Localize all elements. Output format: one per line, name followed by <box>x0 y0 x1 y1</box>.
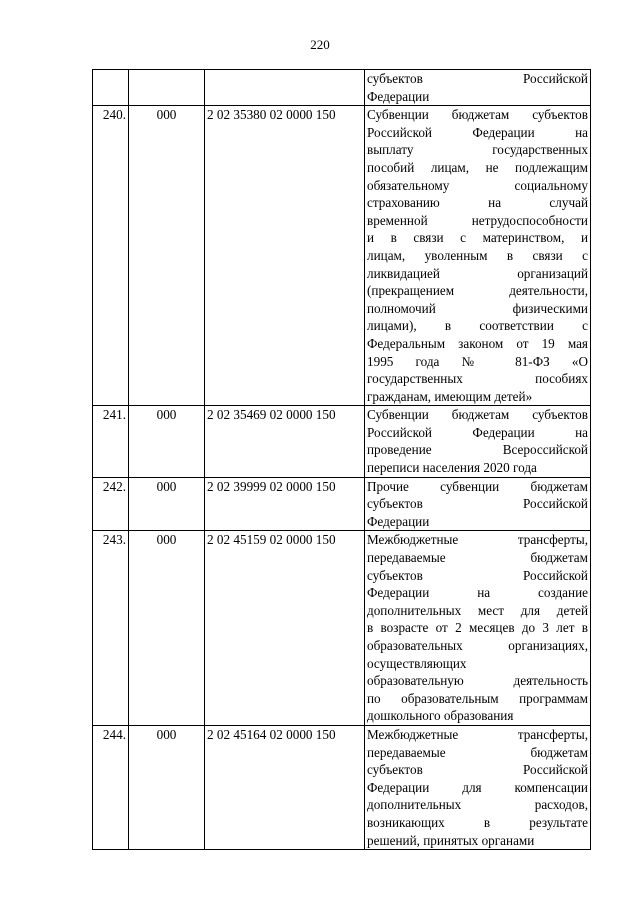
admin-code-cell: 000 <box>129 106 205 406</box>
name-text-line: Федерации <box>367 513 430 529</box>
budget-classification-code-cell <box>205 70 365 106</box>
name-text-line: образовательную деятельность <box>367 673 588 689</box>
row-number-cell: 243. <box>93 531 129 726</box>
admin-code-cell: 000 <box>129 406 205 477</box>
name-text-line: Российской Федерации на <box>367 424 588 440</box>
name-text-line: переписи населения 2020 года <box>367 460 537 476</box>
name-text-line: осуществляющих <box>367 655 467 671</box>
name-text-line: обязательному социальному <box>367 177 588 193</box>
budget-classification-code-cell: 2 02 35469 02 0000 150 <box>205 406 365 477</box>
budget-codes-table <box>92 69 591 850</box>
admin-code-cell: 000 <box>129 531 205 726</box>
name-text-line: передаваемые бюджетам <box>367 550 588 566</box>
admin-code-cell <box>129 70 205 106</box>
name-text-line: полномочий физическими <box>367 300 588 316</box>
name-text-line: и в связи с материнством, и <box>367 230 588 246</box>
name-text-line: Субвенции бюджетам субъектов <box>367 107 588 123</box>
revenue-name-cell <box>365 477 591 531</box>
name-text-line: субъектов Российской <box>367 567 588 583</box>
name-text-line: государственных пособиях <box>367 371 588 387</box>
row-number-cell <box>93 70 129 106</box>
table-row <box>93 406 591 477</box>
name-text-line: дополнительных мест для детей <box>367 602 588 618</box>
name-text-line: образовательных организациях, <box>367 638 588 653</box>
budget-classification-code-cell: 2 02 35380 02 0000 150 <box>205 106 365 406</box>
name-text-line: передаваемые бюджетам <box>367 744 588 760</box>
row-number-cell: 242. <box>93 477 129 531</box>
name-text-line: временной нетрудоспособности <box>367 212 588 228</box>
name-text-line: субъектов Российской <box>367 762 588 778</box>
revenue-name-cell <box>365 531 591 726</box>
name-text-line: гражданам, имеющим детей» <box>367 388 533 404</box>
table-body <box>93 70 591 850</box>
table-row <box>93 531 591 726</box>
admin-code-cell: 000 <box>129 725 205 849</box>
name-text-line: Межбюджетные трансферты, <box>367 726 588 742</box>
name-text-line: Федерации на создание <box>367 585 588 601</box>
name-text-line: ликвидацией организаций <box>367 265 588 281</box>
name-text-line: страхованию на случай <box>367 195 588 211</box>
budget-classification-code-cell: 2 02 45164 02 0000 150 <box>205 725 365 849</box>
table-row <box>93 477 591 531</box>
name-text-line: пособий лицам, не подлежащим <box>367 159 588 175</box>
name-text-line: Межбюджетные трансферты, <box>367 532 588 548</box>
name-text-line: 1995 года № 81-ФЗ «О <box>367 353 588 369</box>
revenue-name-cell <box>365 725 591 849</box>
table-row <box>93 725 591 849</box>
name-text-line: субъектов Российской <box>367 496 588 512</box>
revenue-name-cell <box>365 406 591 477</box>
name-text-line: Федеральным законом от 19 мая <box>367 335 588 351</box>
name-text-line: дополнительных расходов, <box>367 797 588 813</box>
row-number-cell: 244. <box>93 725 129 849</box>
revenue-name-cell <box>365 106 591 406</box>
name-text-line: по образовательным программам <box>367 690 588 706</box>
name-text-line: дошкольного образования <box>367 708 514 724</box>
name-text-line: проведение Всероссийской <box>367 442 588 458</box>
name-text-line: лицам, уволенным в связи с <box>367 247 588 263</box>
page-number: 220 <box>310 37 330 52</box>
row-number-cell: 240. <box>93 106 129 406</box>
table-row <box>93 106 591 406</box>
name-text-line: возникающих в результате <box>367 814 588 830</box>
name-text-line: субъектов Российской <box>367 71 588 86</box>
table-row <box>93 70 591 106</box>
name-text-line: выплату государственных <box>367 142 588 158</box>
name-text-line: Субвенции бюджетам субъектов <box>367 407 588 423</box>
name-text-line: Прочие субвенции бюджетам <box>367 478 588 494</box>
name-text-line: Российской Федерации на <box>367 124 588 140</box>
revenue-name-cell <box>365 70 591 106</box>
budget-classification-code-cell: 2 02 39999 02 0000 150 <box>205 477 365 531</box>
row-number-cell: 241. <box>93 406 129 477</box>
name-text-line: лицами), в соответствии с <box>367 318 588 334</box>
name-text-line: Федерации <box>367 88 430 104</box>
name-text-line: (прекращением деятельности, <box>367 283 588 299</box>
budget-classification-code-cell: 2 02 45159 02 0000 150 <box>205 531 365 726</box>
name-text-line: решений, принятых органами <box>367 832 535 848</box>
name-text-line: Федерации для компенсации <box>367 779 588 795</box>
admin-code-cell: 000 <box>129 477 205 531</box>
name-text-line: в возрасте от 2 месяцев до 3 лет в <box>367 620 588 636</box>
